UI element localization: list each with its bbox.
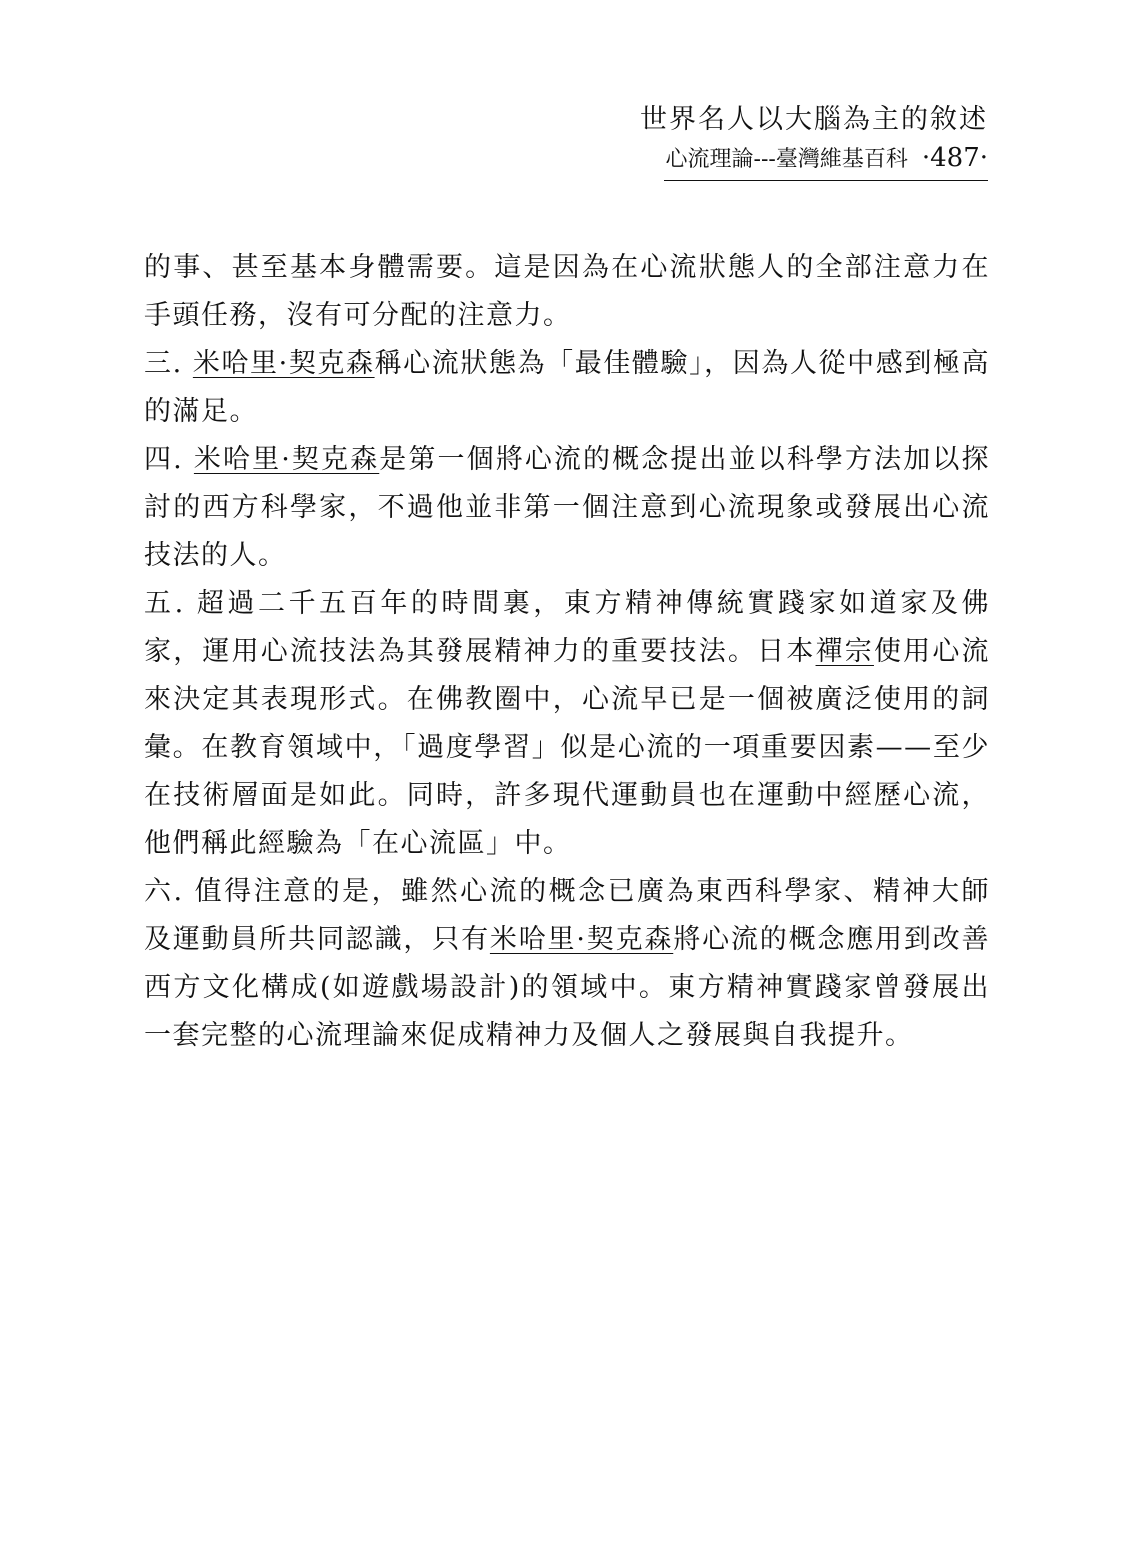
zen-link[interactable]: 禪宗 xyxy=(815,636,874,667)
underlined-name-link[interactable]: 米哈里·契克森 xyxy=(192,348,375,379)
item-marker: 六. xyxy=(144,876,184,907)
paragraph-text: 使用心流來決定其表現形式。在佛教圈中，心流早已是一個被廣泛使用的詞彙。在教育領域中，「過度學習」似是心流的一項重要因素——至少在技術層面是如此。同時，許多現代運動員也在運動中經歷心流，他們稱此經驗為「在心流區」中。 xyxy=(144,636,991,859)
paragraph-item-3 xyxy=(144,340,990,436)
paragraph-text: 值得注意的是，雖然心流的概念已廣為東西科學家、精神大師及運動員所共同認識，只有 xyxy=(144,876,990,955)
paragraph-text: 的事、甚至基本身體需要。這是因為在心流狀態人的全部注意力在手頭任務，沒有可分配的注意力。 xyxy=(144,252,990,331)
underlined-name-link[interactable]: 米哈里·契克森 xyxy=(193,444,380,475)
item-marker: 四. xyxy=(144,444,184,475)
paragraph-text: 是第一個將心流的概念提出並以科學方法加以探討的西方科學家，不過他並非第一個注意到心流現象或發展出心流技法的人。 xyxy=(144,444,990,571)
header-subtitle-line xyxy=(664,140,988,181)
paragraph-text: 將心流的概念應用到改善西方文化構成(如遊戲場設計)的領域中。東方精神實踐家曾發展出一套完整的心流理論來促成精神力及個人之發展與自我提升。 xyxy=(144,924,991,1051)
item-marker: 三. xyxy=(144,348,183,379)
paragraph-item-4 xyxy=(144,436,990,580)
paragraph-item-6 xyxy=(144,868,990,1060)
paragraph-text: 稱心流狀態為「最佳體驗」，因為人從中感到極高的滿足。 xyxy=(144,348,990,427)
underlined-name-link[interactable]: 米哈里·契克森 xyxy=(489,924,674,955)
paragraph-item-5 xyxy=(144,580,990,868)
paragraph-text: 超過二千五百年的時間裏，東方精神傳統實踐家如道家及佛家，運用心流技法為其發展精神力的重要技法。日本 xyxy=(144,588,990,667)
header-title: 世界名人以大腦為主的敘述 xyxy=(640,104,988,135)
document-body xyxy=(144,244,990,1060)
page-header xyxy=(568,100,988,181)
header-source: 心流理論---臺灣維基百科 xyxy=(665,147,908,172)
page-number: ·487· xyxy=(921,143,988,173)
item-marker: 五. xyxy=(144,588,185,619)
paragraph-continuation xyxy=(144,244,990,340)
